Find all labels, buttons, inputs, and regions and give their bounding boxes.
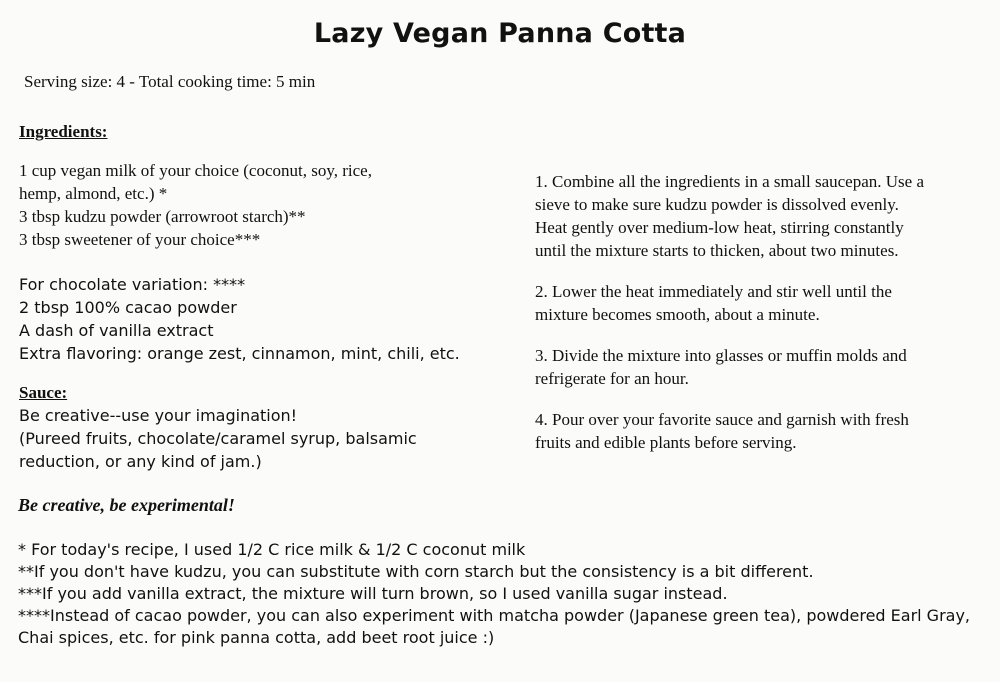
step-4	[535, 408, 990, 454]
step-3	[535, 344, 990, 390]
footnote-line: **If you don't have kudzu, you can substitute with corn starch but the consistency is a bit different.	[18, 562, 814, 581]
chocolate-line: Extra flavoring: orange zest, cinnamon, mint, chili, etc.	[19, 344, 460, 363]
footnote-line: * For today's recipe, I used 1/2 C rice milk & 1/2 C coconut milk	[18, 540, 526, 559]
step-line: 2. Lower the heat immediately and stir well until the	[535, 282, 892, 301]
motto-text: Be creative, be experimental!	[18, 495, 235, 515]
step-line: 4. Pour over your favorite sauce and garnish with fresh	[535, 410, 909, 429]
sauce-heading: Sauce:	[19, 383, 68, 402]
footnotes	[18, 539, 978, 649]
recipe-title: Lazy Vegan Panna Cotta	[313, 18, 687, 49]
chocolate-line: For chocolate variation: ****	[19, 275, 246, 294]
step-1	[535, 170, 990, 262]
step-2	[535, 280, 990, 326]
step-line: Heat gently over medium-low heat, stirring constantly	[535, 218, 904, 237]
step-line: fruits and edible plants before serving.	[535, 433, 797, 452]
step-line: 3. Divide the mixture into glasses or muffin molds and	[535, 346, 907, 365]
footnote-line: Chai spices, etc. for pink panna cotta, add beet root juice :)	[18, 628, 495, 647]
ingredients-section	[19, 120, 460, 473]
chocolate-line: A dash of vanilla extract	[19, 321, 214, 340]
ingredient-line: hemp, almond, etc.) *	[19, 184, 168, 203]
step-line: mixture becomes smooth, about a minute.	[535, 305, 820, 324]
sauce-line: reduction, or any kind of jam.)	[19, 452, 262, 471]
sauce-line: (Pureed fruits, chocolate/caramel syrup, balsamic	[19, 429, 417, 448]
footnote-line: ****Instead of cacao powder, you can also experiment with matcha powder (Japanese green tea), powdered Earl Gray,	[18, 606, 971, 625]
ingredient-line: 1 cup vegan milk of your choice (coconut, soy, rice,	[19, 161, 372, 180]
chocolate-line: 2 tbsp 100% cacao powder	[19, 298, 237, 317]
ingredients-heading: Ingredients:	[19, 122, 108, 141]
instructions-section	[535, 170, 990, 454]
step-line: 1. Combine all the ingredients in a small saucepan. Use a	[535, 172, 925, 191]
sauce-line: Be creative--use your imagination!	[19, 406, 298, 425]
ingredient-line: 3 tbsp kudzu powder (arrowroot starch)**	[19, 207, 306, 226]
step-line: until the mixture starts to thicken, about two minutes.	[535, 241, 899, 260]
ingredient-line: 3 tbsp sweetener of your choice***	[19, 230, 261, 249]
step-line: refrigerate for an hour.	[535, 369, 689, 388]
footnote-line: ***If you add vanilla extract, the mixture will turn brown, so I used vanilla sugar instead.	[18, 584, 728, 603]
serving-info: Serving size: 4 - Total cooking time: 5 min	[24, 72, 316, 91]
step-line: sieve to make sure kudzu powder is dissolved evenly.	[535, 195, 899, 214]
